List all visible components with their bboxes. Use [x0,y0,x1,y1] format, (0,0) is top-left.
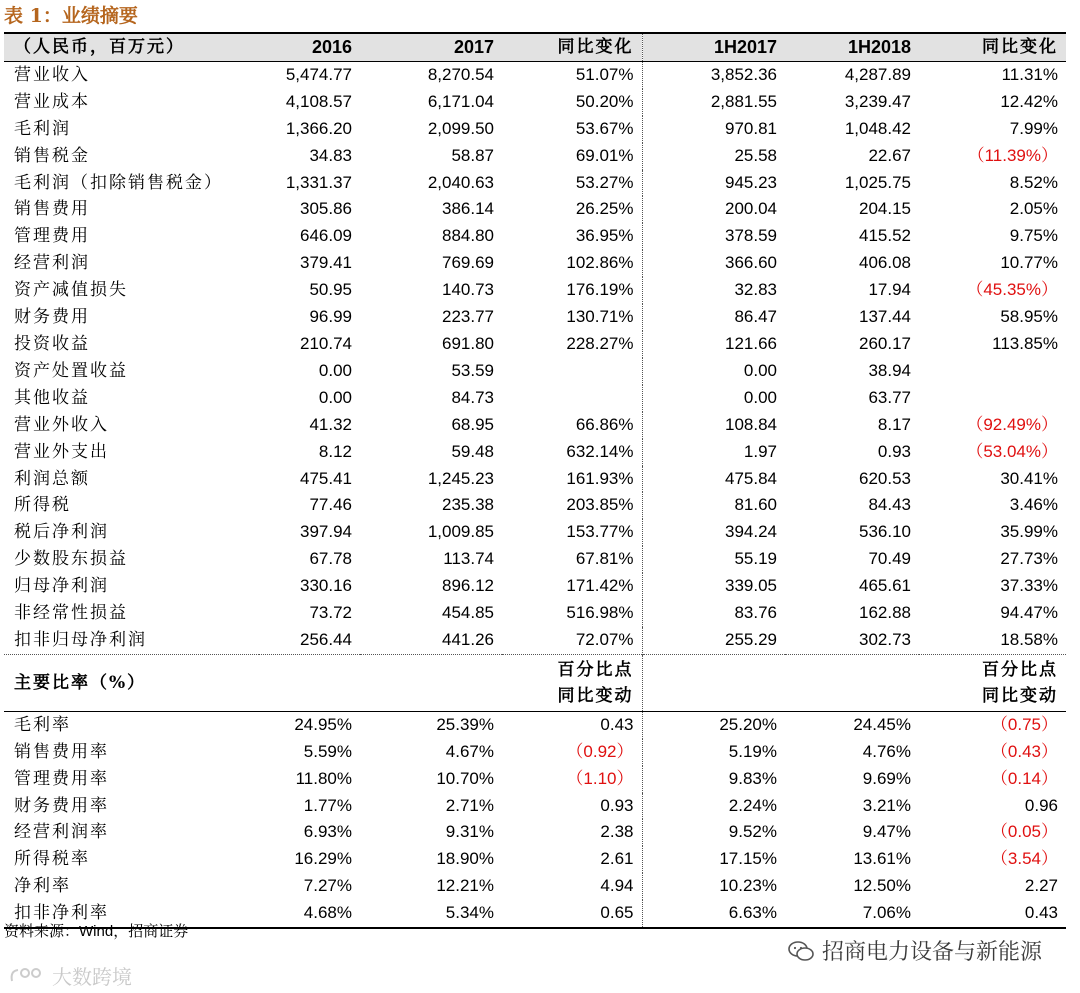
income-row [4,466,1066,493]
cell-col-2: 18.90% [436,849,494,869]
ratio-header-row [4,654,1066,711]
ratio-row [4,846,1066,873]
cell-col-3: 53.67% [502,116,642,143]
row-label: 扣非归母净利润 [14,629,147,650]
row-label: 少数股东损益 [14,549,128,570]
ratio-yoy-header-half: 百分比点 同比变动 [919,654,1066,711]
cell-col-1: 6.93% [303,822,352,842]
cell-col-5: 63.77 [868,387,911,407]
ratio-row [4,739,1066,766]
source-note: 资料来源：Wind，招商证券 [4,922,189,940]
cell-col-5: 13.61% [853,849,911,869]
income-row [4,250,1066,277]
cell-col-5: 17.94 [868,280,911,300]
income-row [4,492,1066,519]
cell-col-3: 72.07% [502,627,642,654]
cell-col-5: 162.88 [859,603,911,623]
row-label: 财务费用率 [14,795,109,816]
cell-col-3: 171.42% [502,573,642,600]
cell-col-2: 884.80 [442,226,494,246]
cell-col-5: 3.21% [862,795,911,815]
cell-col-3 [502,385,642,412]
cell-col-1: 305.86 [300,199,352,219]
cell-col-4: 6.63% [642,900,785,928]
cell-col-2: 68.95 [451,414,494,434]
cell-col-6: 58.95% [1000,307,1058,327]
cell-col-3: 53.27% [502,170,642,197]
cell-col-4: 200.04 [725,199,777,219]
income-row [4,61,1066,88]
header-yoy-half: 同比变化 [919,33,1066,61]
cell-col-2: 454.85 [442,603,494,623]
cell-col-5: 3,239.47 [844,91,911,111]
cell-col-2: 10.70% [436,768,494,788]
ratio-section [4,654,1066,711]
cell-col-4: 2.24% [728,795,777,815]
cell-col-1: 77.46 [309,495,352,515]
cell-col-4: 3,852.36 [710,64,777,84]
income-row [4,358,1066,385]
cell-col-1: 34.83 [309,145,352,165]
cell-col-3: 102.86% [502,250,642,277]
cell-col-1: 24.95% [294,714,352,734]
ratio-rows [4,711,1066,928]
cell-col-2: 58.87 [451,145,494,165]
cell-col-6: 37.33% [1000,576,1058,596]
cell-col-4: 83.76 [734,603,777,623]
income-row [4,223,1066,250]
cell-col-6: 94.47% [1000,603,1058,623]
cell-col-4: 25.20% [719,714,777,734]
cell-col-6: 3.46% [1009,495,1058,515]
cell-col-1: 73.72 [309,603,352,623]
cell-col-1: 475.41 [300,468,352,488]
cell-col-3: （1.10） [502,766,642,793]
row-label: 其他收益 [14,387,90,408]
row-label: 利润总额 [14,468,90,489]
row-label: 资产处置收益 [14,360,128,381]
cell-col-1: 7.27% [303,876,352,896]
row-label: 毛利润 [14,118,71,139]
income-rows [4,61,1066,654]
wechat-icon [788,940,814,962]
cell-col-3: （0.92） [502,739,642,766]
cell-col-6: 0.43 [919,900,1066,928]
income-row [4,89,1066,116]
cell-col-3: 36.95% [502,223,642,250]
cell-col-3: 203.85% [502,492,642,519]
cell-col-5: 536.10 [859,522,911,542]
cell-col-6: 8.52% [1009,172,1058,192]
cell-col-2: 59.48 [451,441,494,461]
brand-watermark: 大数跨境 [8,961,132,990]
row-label: 营业外收入 [14,414,109,435]
cell-col-3: 130.71% [502,304,642,331]
cell-col-4: 32.83 [734,280,777,300]
cell-col-1: 1,366.20 [285,118,352,138]
row-label: 财务费用 [14,307,90,328]
cell-col-3: 4.94 [502,873,642,900]
cell-col-3: 0.65 [502,900,642,928]
income-row [4,304,1066,331]
cell-col-3: 67.81% [502,546,642,573]
cell-col-4: 25.58 [734,145,777,165]
row-label: 所得税 [14,495,71,516]
cell-col-4: 970.81 [725,118,777,138]
cell-col-4: 339.05 [725,576,777,596]
cell-col-5: 0.93 [877,441,911,461]
cell-col-2: 223.77 [442,307,494,327]
income-row [4,170,1066,197]
header-yoy-annual: 同比变化 [502,33,642,61]
table-title: 表 1：业绩摘要 [4,5,138,27]
cell-col-1: 5.59% [303,741,352,761]
cell-col-5: 70.49 [868,549,911,569]
cell-col-1: 96.99 [309,307,352,327]
cell-col-3: 51.07% [502,61,642,88]
cell-col-4: 108.84 [725,414,777,434]
cell-col-6: （0.05） [990,822,1058,842]
row-label: 销售费用率 [14,741,109,762]
cell-col-2: 769.69 [442,253,494,273]
cell-col-4: 394.24 [725,522,777,542]
wechat-watermark: 招商电力设备与新能源 [788,935,1042,966]
cell-col-6: 10.77% [1000,253,1058,273]
cell-col-1: 646.09 [300,226,352,246]
cell-col-5: 260.17 [859,333,911,353]
cell-col-6 [919,358,1066,385]
cell-col-6: 30.41% [1000,468,1058,488]
cell-col-3: 69.01% [502,143,642,170]
cell-col-5: 204.15 [859,199,911,219]
cell-col-6: （11.39%） [967,145,1058,165]
cell-col-5: 406.08 [859,253,911,273]
cell-col-1: 256.44 [300,629,352,649]
cell-col-4: 1.97 [743,441,777,461]
cell-col-2: 8,270.54 [427,64,494,84]
income-row [4,546,1066,573]
cell-col-6: （92.49%） [966,414,1058,434]
cell-col-6: 18.58% [1000,629,1058,649]
income-row [4,277,1066,304]
ratio-yoy-header-annual: 百分比点 同比变动 [502,654,642,711]
cell-col-3: 153.77% [502,519,642,546]
cell-col-6: 2.27 [1024,876,1058,896]
row-label: 税后净利润 [14,522,109,543]
row-label: 毛利率 [14,714,71,735]
cell-col-5: 1,025.75 [844,172,911,192]
cell-col-5: 415.52 [859,226,911,246]
cell-col-2: 691.80 [442,333,494,353]
cell-col-5: 465.61 [859,576,911,596]
cell-col-2: 2,099.50 [427,118,494,138]
income-row [4,116,1066,143]
row-label: 营业成本 [14,91,90,112]
cell-col-5: 12.50% [853,876,911,896]
cell-col-4: 121.66 [725,333,777,353]
header-2016: 2016 [259,33,360,61]
row-label: 营业外支出 [14,441,109,462]
cell-col-4: 378.59 [725,226,777,246]
cell-col-3: 50.20% [502,89,642,116]
row-label: 管理费用率 [14,768,109,789]
header-1h2017: 1H2017 [642,33,785,61]
cell-col-4: 9.83% [728,768,777,788]
cell-col-6: 7.99% [1009,118,1058,138]
cell-col-5: 7.06% [785,900,919,928]
cell-col-6: （53.04%） [966,441,1058,461]
income-row [4,196,1066,223]
cell-col-5: 4,287.89 [844,64,911,84]
cell-col-5: 8.17 [877,414,911,434]
cell-col-2: 1,009.85 [427,522,494,542]
cell-col-4: 366.60 [725,253,777,273]
cell-col-4: 2,881.55 [710,91,777,111]
cell-col-2: 2.71% [445,795,494,815]
cell-col-2: 896.12 [442,576,494,596]
cell-col-5: 4.76% [862,741,911,761]
cell-col-1: 379.41 [300,253,352,273]
cell-col-2: 113.74 [443,549,494,569]
cell-col-2: 6,171.04 [427,91,494,111]
row-label: 营业收入 [14,64,90,85]
cell-col-6: （0.14） [990,768,1058,788]
cell-col-6: 27.73% [1000,549,1058,569]
cell-col-5: 24.45% [853,714,911,734]
cell-col-3: 632.14% [502,439,642,466]
cell-col-4: 86.47 [734,307,777,327]
cell-col-5: 9.47% [862,822,911,842]
cell-col-1: 0.00 [318,387,352,407]
cell-col-4: 0.00 [743,360,777,380]
row-label: 经营利润率 [14,822,109,843]
cell-col-1: 5,474.77 [285,64,352,84]
row-label: 销售税金 [14,145,90,166]
income-row [4,331,1066,358]
row-label: 投资收益 [14,333,90,354]
ratio-section-label: 主要比率（%） [4,654,259,711]
cell-col-2: 140.73 [442,280,494,300]
ratio-row [4,819,1066,846]
cell-col-1: 4.68% [259,900,360,928]
header-unit: （人民币，百万元） [4,33,259,61]
ratio-row [4,793,1066,820]
cell-col-2: 5.34% [360,900,502,928]
income-row [4,439,1066,466]
header-2017: 2017 [360,33,502,61]
cell-col-1: 330.16 [300,576,352,596]
cell-col-2: 441.26 [442,629,494,649]
cell-col-1: 4,108.57 [285,91,352,111]
income-row [4,385,1066,412]
income-row [4,519,1066,546]
cell-col-2: 25.39% [436,714,494,734]
row-label: 毛利润（扣除销售税金） [14,172,223,193]
cell-col-5: 9.69% [862,768,911,788]
header-1h2018: 1H2018 [785,33,919,61]
row-label: 管理费用 [14,226,90,247]
earnings-summary-table [4,32,1066,929]
row-label: 归母净利润 [14,576,109,597]
cell-col-6: 0.96 [1024,795,1058,815]
cell-col-6: 11.31% [1001,64,1058,84]
cell-col-6: （45.35%） [966,280,1058,300]
cell-col-3: 0.93 [502,793,642,820]
income-row [4,143,1066,170]
row-label: 所得税率 [14,849,90,870]
cell-col-1: 0.00 [318,360,352,380]
cell-col-5: 22.67 [868,145,911,165]
cell-col-1: 1.77% [303,795,352,815]
cell-col-4: 10.23% [719,876,777,896]
cell-col-3: 2.61 [502,846,642,873]
cell-col-1: 397.94 [300,522,352,542]
cell-col-6 [919,385,1066,412]
cell-col-3: 176.19% [502,277,642,304]
ratio-row [4,766,1066,793]
cell-col-2: 2,040.63 [427,172,494,192]
cell-col-5: 620.53 [859,468,911,488]
cell-col-2: 53.59 [451,360,494,380]
cell-col-3: 26.25% [502,196,642,223]
cell-col-6: 12.42% [1000,91,1058,111]
cell-col-3: 228.27% [502,331,642,358]
cell-col-5: 137.44 [859,307,911,327]
row-label: 经营利润 [14,253,90,274]
row-label: 扣非净利率 [4,900,259,928]
cell-col-2: 9.31% [445,822,494,842]
cell-col-3: 0.43 [502,711,642,738]
cell-col-3: 516.98% [502,600,642,627]
cell-col-4: 475.84 [725,468,777,488]
cell-col-1: 1,331.37 [285,172,352,192]
cell-col-6: 113.85% [992,333,1058,353]
income-row [4,412,1066,439]
cell-col-6: （3.54） [990,849,1058,869]
table-header-row [4,33,1066,61]
income-row [4,627,1066,654]
cell-col-2: 235.38 [442,495,494,515]
cell-col-1: 67.78 [309,549,352,569]
cell-col-4: 5.19% [728,741,777,761]
cell-col-1: 11.80% [295,768,352,788]
cell-col-6: （0.43） [990,741,1058,761]
row-label: 销售费用 [14,199,90,220]
cell-col-2: 386.14 [442,199,494,219]
cell-col-2: 12.21% [436,876,494,896]
cell-col-5: 1,048.42 [844,118,911,138]
cell-col-5: 84.43 [868,495,911,515]
cell-col-1: 8.12 [318,441,352,461]
income-row [4,600,1066,627]
cell-col-5: 38.94 [868,360,911,380]
cell-col-4: 255.29 [725,629,777,649]
cell-col-4: 0.00 [743,387,777,407]
row-label: 资产减值损失 [14,280,128,301]
cell-col-4: 945.23 [725,172,777,192]
ratio-row [4,711,1066,738]
cell-col-3: 2.38 [502,819,642,846]
cell-col-2: 84.73 [451,387,494,407]
cell-col-3: 161.93% [502,466,642,493]
cell-col-6: 2.05% [1009,199,1058,219]
cell-col-2: 1,245.23 [427,468,494,488]
ratio-row [4,873,1066,900]
cell-col-1: 50.95 [309,280,352,300]
cell-col-2: 4.67% [445,741,494,761]
cell-col-4: 81.60 [734,495,777,515]
cell-col-6: （0.75） [990,714,1058,734]
row-label: 非经常性损益 [14,603,128,624]
cell-col-6: 35.99% [1000,522,1058,542]
cell-col-4: 55.19 [734,549,777,569]
row-label: 净利率 [14,876,71,897]
cell-col-4: 9.52% [728,822,777,842]
cell-col-6: 9.75% [1009,226,1058,246]
cell-col-1: 210.74 [300,333,352,353]
income-row [4,573,1066,600]
brand-logo-icon [8,965,46,987]
cell-col-4: 17.15% [719,849,777,869]
cell-col-1: 41.32 [309,414,352,434]
cell-col-5: 302.73 [859,629,911,649]
cell-col-3 [502,358,642,385]
cell-col-1: 16.29% [294,849,352,869]
cell-col-3: 66.86% [502,412,642,439]
